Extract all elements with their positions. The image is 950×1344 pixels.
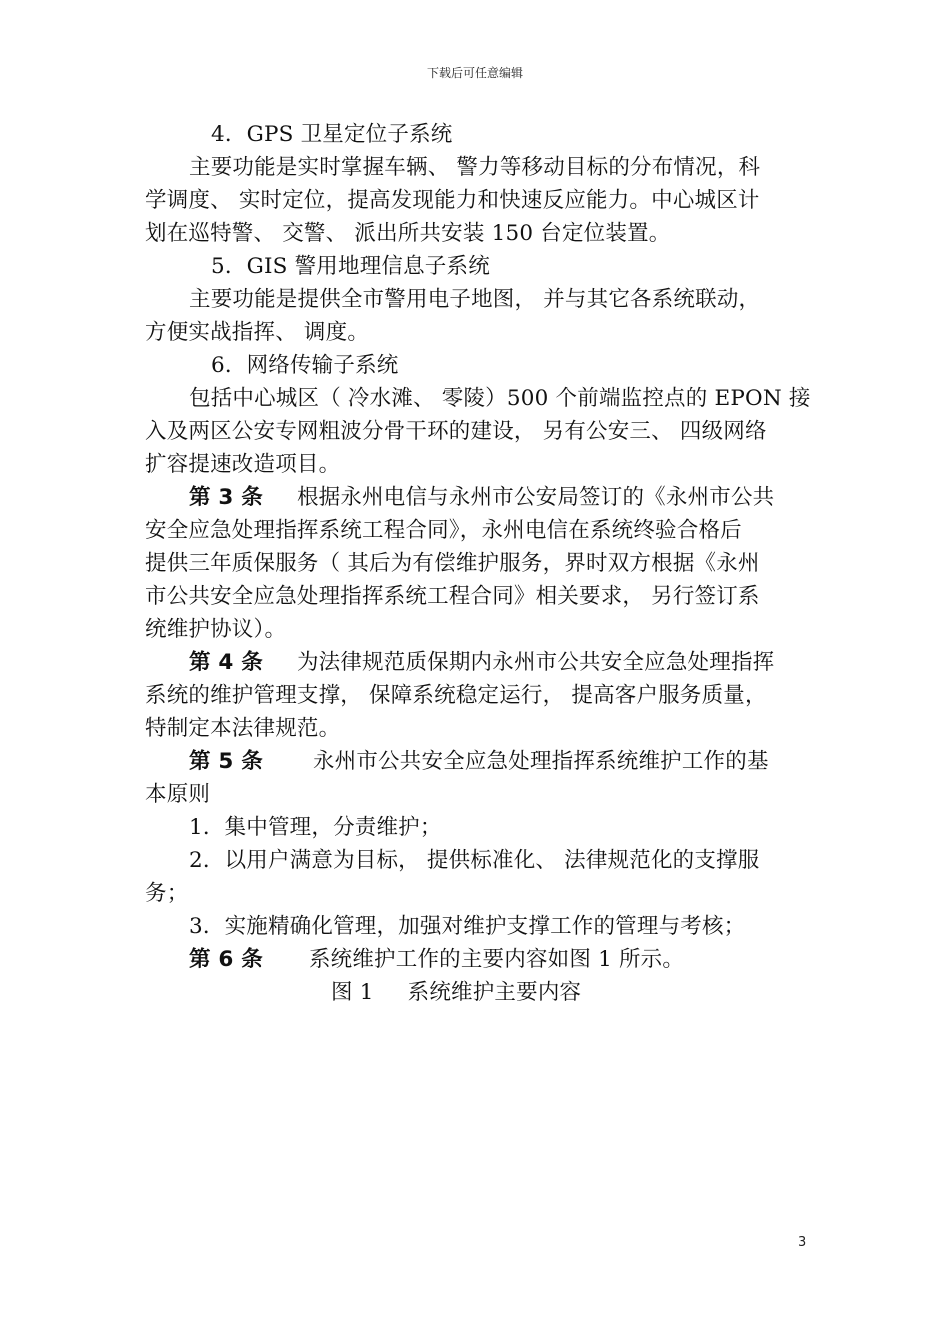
paragraph-line: 系统的维护管理支撑， 保障系统稳定运行， 提高客户服务质量，	[145, 683, 767, 708]
paragraph-line: 学调度、 实时定位，提高发现能力和快速反应能力。中心城区计	[145, 188, 760, 213]
section-title-gps: 4．GPS 卫星定位子系统	[211, 122, 453, 147]
document-body	[145, 118, 811, 1009]
figure-number: 图 1	[331, 980, 374, 1005]
article-6-first-line	[145, 943, 805, 976]
article-3-first-line	[145, 481, 805, 514]
paragraph-line: 入及两区公安专网粗波分骨干环的建设， 另有公安三、 四级网络	[145, 419, 767, 444]
article-text: 永州市公共安全应急处理指挥系统维护工作的基	[312, 749, 769, 774]
article-text: 根据永州电信与永州市公安局签订的《永州市公共	[296, 485, 775, 510]
paragraph-line: 扩容提速改造项目。	[145, 452, 341, 477]
list-item-continuation: 务；	[145, 881, 189, 906]
list-item: 3．实施精确化管理，加强对维护支撑工作的管理与考核；	[189, 914, 746, 939]
article-number: 第 4 条	[189, 650, 263, 675]
paragraph-line: 安全应急处理指挥系统工程合同》，永州电信在系统终验合格后	[145, 518, 742, 543]
list-item: 2．以用户满意为目标， 提供标准化、 法律规范化的支撑服	[189, 848, 760, 873]
paragraph-line: 主要功能是提供全市警用电子地图， 并与其它各系统联动，	[189, 287, 761, 312]
paragraph-line: 市公共安全应急处理指挥系统工程合同》相关要求， 另行签订系	[145, 584, 760, 609]
article-4-first-line	[145, 646, 805, 679]
page-header: 下载后可任意编辑	[426, 66, 523, 80]
article-text: 为法律规范质保期内永州市公共安全应急处理指挥	[296, 650, 775, 675]
list-item: 1．集中管理，分责维护；	[189, 815, 442, 840]
article-number: 第 5 条	[189, 749, 263, 774]
paragraph-line: 本原则	[145, 782, 211, 807]
paragraph-line: 统维护协议）。	[145, 617, 287, 642]
article-number: 第 3 条	[189, 485, 263, 510]
section-title-gis: 5．GIS 警用地理信息子系统	[211, 254, 490, 279]
article-text: 系统维护工作的主要内容如图 1 所示。	[308, 947, 685, 972]
page-number: 3	[798, 1235, 807, 1250]
paragraph-line: 包括中心城区（ 冷水滩、 零陵）500 个前端监控点的 EPON 接	[189, 386, 811, 411]
article-5-first-line	[145, 745, 805, 778]
section-title-network: 6．网络传输子系统	[211, 353, 399, 378]
figure-caption	[145, 976, 805, 1009]
figure-title: 系统维护主要内容	[407, 980, 582, 1005]
paragraph-line: 主要功能是实时掌握车辆、 警力等移动目标的分布情况，科	[189, 155, 761, 180]
paragraph-line: 特制定本法律规范。	[145, 716, 341, 741]
paragraph-line: 划在巡特警、 交警、 派出所共安装 150 台定位装置。	[145, 221, 671, 246]
paragraph-line: 提供三年质保服务（ 其后为有偿维护服务，界时双方根据《永州	[145, 551, 760, 576]
article-number: 第 6 条	[189, 947, 263, 972]
paragraph-line: 方便实战指挥、 调度。	[145, 320, 370, 345]
